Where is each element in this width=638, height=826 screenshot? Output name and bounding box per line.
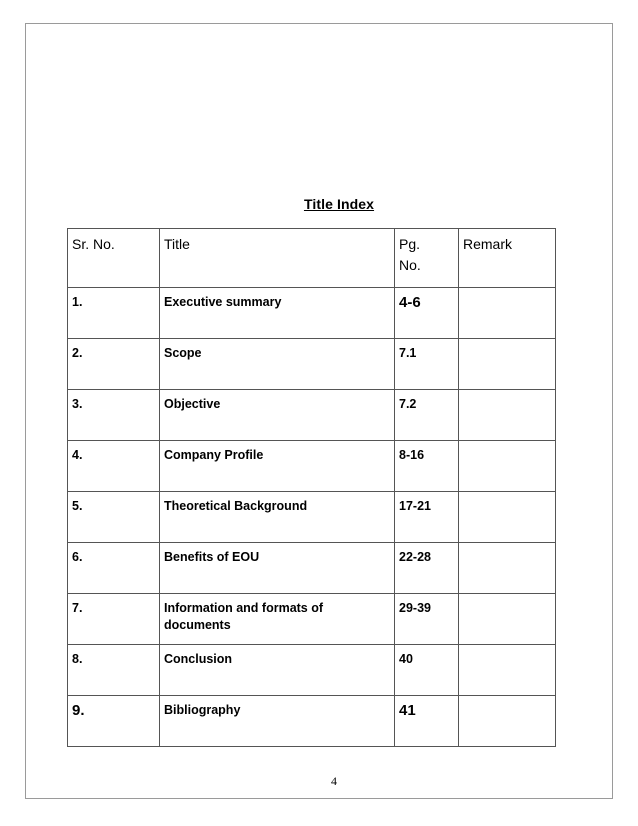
cell-remark: [459, 441, 556, 492]
cell-sr-no: 2.: [68, 339, 160, 390]
header-pg-no: [395, 229, 459, 288]
cell-remark: [459, 492, 556, 543]
table-row: [68, 696, 556, 747]
header-sr-no: Sr. No.: [68, 229, 160, 288]
page-number: 4: [331, 774, 337, 788]
cell-remark: [459, 543, 556, 594]
table-row: [68, 288, 556, 339]
cell-title: Benefits of EOU: [160, 543, 395, 594]
cell-remark: [459, 696, 556, 747]
table-header-row: [68, 229, 556, 288]
cell-sr-no: 1.: [68, 288, 160, 339]
cell-title: Scope: [160, 339, 395, 390]
cell-title: Executive summary: [160, 288, 395, 339]
cell-sr-no: 9.: [68, 696, 160, 747]
header-remark: Remark: [459, 229, 556, 288]
cell-pages: 17-21: [395, 492, 459, 543]
table-row: [68, 594, 556, 645]
cell-pages: 7.2: [395, 390, 459, 441]
table-row: [68, 543, 556, 594]
table-row: [68, 339, 556, 390]
cell-title: Bibliography: [160, 696, 395, 747]
cell-pages: 4-6: [395, 288, 459, 339]
cell-sr-no: 3.: [68, 390, 160, 441]
table-row: [68, 645, 556, 696]
cell-sr-no: 7.: [68, 594, 160, 645]
page-title: Title Index: [303, 196, 375, 212]
cell-pages: 22-28: [395, 543, 459, 594]
cell-pages: 41: [395, 696, 459, 747]
title-index-table: [67, 228, 556, 747]
cell-title: Objective: [160, 390, 395, 441]
header-pg-no-line1: Pg.: [399, 236, 421, 252]
cell-remark: [459, 288, 556, 339]
cell-remark: [459, 594, 556, 645]
cell-sr-no: 6.: [68, 543, 160, 594]
cell-pages: 40: [395, 645, 459, 696]
cell-remark: [459, 390, 556, 441]
cell-remark: [459, 645, 556, 696]
cell-title: Information and formats of documents: [160, 594, 395, 645]
cell-pages: 8-16: [395, 441, 459, 492]
cell-title: Conclusion: [160, 645, 395, 696]
cell-sr-no: 4.: [68, 441, 160, 492]
header-title: Title: [160, 229, 395, 288]
cell-title: Theoretical Background: [160, 492, 395, 543]
cell-title: Company Profile: [160, 441, 395, 492]
cell-sr-no: 5.: [68, 492, 160, 543]
table-row: [68, 492, 556, 543]
cell-sr-no: 8.: [68, 645, 160, 696]
cell-pages: 29-39: [395, 594, 459, 645]
header-pg-no-line2: No.: [399, 257, 421, 273]
cell-remark: [459, 339, 556, 390]
table-row: [68, 441, 556, 492]
cell-pages: 7.1: [395, 339, 459, 390]
table-row: [68, 390, 556, 441]
